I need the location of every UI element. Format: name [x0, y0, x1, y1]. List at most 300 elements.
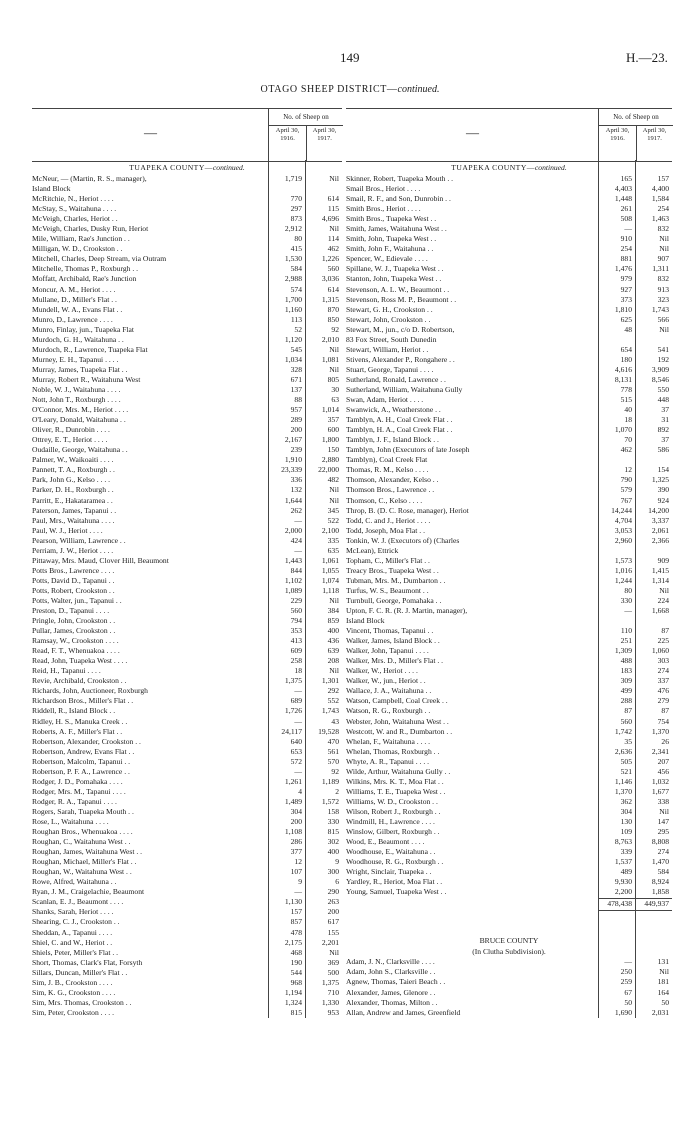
- sheep-1917: 2,061: [651, 525, 669, 535]
- table-row: [346, 355, 672, 365]
- table-row: [346, 345, 672, 355]
- table-row: [32, 254, 342, 264]
- sheep-1916: 508: [620, 214, 632, 224]
- sheep-1917: 436: [327, 636, 339, 646]
- owner-name: Tamblyn, H. A., Coal Creek Flat . .: [346, 425, 453, 435]
- owner-name: Munro, D., Lawrence . . . .: [32, 314, 113, 324]
- table-row: [346, 385, 672, 395]
- owner-name: Robertson, Alexander, Crookston . .: [32, 736, 141, 746]
- sheep-1917: 1,463: [651, 214, 669, 224]
- table-row: [346, 576, 672, 586]
- table-row: [346, 626, 672, 636]
- sheep-1916: 609: [290, 646, 302, 656]
- table-row: [32, 827, 342, 837]
- sheep-1917: 274: [657, 666, 669, 676]
- sheep-1917: 2,366: [651, 535, 669, 545]
- sheep-1916: —: [294, 515, 302, 525]
- sheep-1917: 8,924: [651, 877, 669, 887]
- owner-name: Potts, Walter, jun., Tapanui . .: [32, 595, 122, 605]
- owner-name: Topham, C., Miller's Flat . .: [346, 555, 430, 565]
- page-title: [0, 84, 700, 95]
- sheep-1917: 541: [657, 344, 669, 354]
- owner-name: Ramsay, W., Crookston . . . .: [32, 636, 119, 646]
- sheep-1916: 113: [290, 314, 302, 324]
- owner-name: Whelan, Thomas, Roxburgh . .: [346, 746, 440, 756]
- owner-name: Nott, John T., Roxburgh . . . .: [32, 395, 121, 405]
- sheep-1916: 1,120: [284, 334, 302, 344]
- table-row: [346, 435, 672, 445]
- sheep-1916: 1,370: [614, 786, 632, 796]
- owner-name: Walker, John, Tapanui . . . .: [346, 646, 429, 656]
- sheep-1916: 873: [290, 214, 302, 224]
- sheep-1916: 48: [624, 324, 632, 334]
- sheep-1916: —: [294, 545, 302, 555]
- section-gap: [346, 911, 672, 935]
- table-row: [32, 445, 342, 455]
- table-row: [32, 234, 342, 244]
- table-row: [32, 194, 342, 204]
- sheep-1916: 968: [290, 977, 302, 987]
- sheep-1917: 1,584: [651, 194, 669, 204]
- sheep-1917: Nil: [329, 666, 339, 676]
- year-line: April 30,: [275, 127, 300, 134]
- owner-name: Rodger, R. A., Tapanui . . . .: [32, 796, 117, 806]
- table-row: [346, 496, 672, 506]
- sheep-1916: —: [294, 887, 302, 897]
- sheep-1916: 190: [290, 957, 302, 967]
- sheep-1917: 302: [327, 837, 339, 847]
- sheep-1916: 815: [290, 1007, 302, 1017]
- sheep-1917: 1,014: [321, 405, 339, 415]
- right-table: [346, 108, 672, 1018]
- table-row: [32, 887, 342, 897]
- owner-name: O'Connor, Mrs. M., Heriot . . . .: [32, 405, 129, 415]
- sheep-1916: 12: [624, 465, 632, 475]
- owner-name: Mitchelle, Thomas P., Roxburgh . .: [32, 264, 139, 274]
- sheep-1916: 2,912: [284, 224, 302, 234]
- table-row: [32, 385, 342, 395]
- owner-name: Milligan, W. D., Crookston . .: [32, 244, 123, 254]
- sheep-1916: 286: [290, 837, 302, 847]
- sheep-1917: 154: [657, 465, 669, 475]
- table-row: [32, 696, 342, 706]
- table-row: [32, 325, 342, 335]
- sheep-1916: 574: [290, 284, 302, 294]
- sheep-1917: 1,311: [652, 264, 669, 274]
- owner-name: Smith, James, Waitahuna West . .: [346, 224, 447, 234]
- sheep-1917: 456: [657, 766, 669, 776]
- sheep-1917: 448: [657, 395, 669, 405]
- sheep-1917: 192: [657, 354, 669, 364]
- sheep-1916: 1,742: [614, 726, 632, 736]
- table-row: [346, 234, 672, 244]
- owner-name: McNeur, — (Martin, R. S., manager),: [32, 174, 147, 183]
- owner-name: Sim, Peter, Crookston . . . .: [32, 1007, 114, 1017]
- owner-name: Smith, John, Tuapeka West . .: [346, 234, 437, 244]
- owner-name: Walker, W., Heriot . . . .: [346, 666, 418, 676]
- table-row: [32, 264, 342, 274]
- page-code: H.—23.: [626, 50, 668, 65]
- sheep-1916: 18: [294, 666, 302, 676]
- table-row: [346, 867, 672, 877]
- owner-name: Spencer, W., Edievale . . . .: [346, 254, 428, 264]
- table-row: [346, 616, 672, 626]
- sheep-1917: 337: [657, 676, 669, 686]
- owner-name: Island Block: [32, 184, 71, 194]
- table-row: [346, 837, 672, 847]
- table-row: [32, 817, 342, 827]
- sheep-1917: 2,341: [651, 746, 669, 756]
- sheep-1916: 1,324: [284, 997, 302, 1007]
- sheep-1916: 1,644: [284, 495, 302, 505]
- owner-name: Stewart, M., jun., c/o D. Robertson,: [346, 324, 455, 334]
- table-row: [32, 646, 342, 656]
- owner-name: Pullar, James, Crookston . .: [32, 626, 116, 636]
- owner-name: Upton, F. C. R. (R. J. Martin, manager),: [346, 606, 468, 616]
- table-row: [346, 315, 672, 325]
- sheep-1917: 614: [327, 194, 339, 204]
- owner-name: Tubman, Mrs. M., Dumbarton . .: [346, 575, 446, 585]
- table-row: [346, 676, 672, 686]
- sheep-1917: 263: [327, 897, 339, 907]
- table-row: [346, 475, 672, 485]
- sheep-1917: 279: [657, 696, 669, 706]
- table-row: [32, 998, 342, 1008]
- table-row: [346, 636, 672, 646]
- sheep-1917: 400: [327, 626, 339, 636]
- owner-name: McVeigh, Charles, Dusky Run, Heriot: [32, 224, 149, 234]
- sheep-1917: 909: [657, 555, 669, 565]
- sheep-1917: 850: [327, 314, 339, 324]
- owner-name: Windmill, H., Lawrence . . . .: [346, 817, 435, 826]
- table-body: [32, 162, 342, 1018]
- table-row: [346, 747, 672, 757]
- table-row: [346, 184, 672, 194]
- owner-name: Rowe, Alfred, Waitahuna . .: [32, 877, 117, 887]
- owner-name: Adam, John S., Clarksville . .: [346, 967, 436, 977]
- sheep-1917: 462: [327, 244, 339, 254]
- sheep-1916: 353: [290, 626, 302, 636]
- owner-name: Tamblyn, A. H., Coal Creek Flat . .: [346, 415, 453, 425]
- sheep-1917: 330: [327, 817, 339, 826]
- owner-name: Mile, William, Rae's Junction . .: [32, 234, 130, 244]
- owner-name: Whelan, F., Waitahuna . . . .: [346, 736, 431, 746]
- sheep-1917: 87: [661, 706, 669, 716]
- sheep-1916: 671: [290, 374, 302, 384]
- owner-name: Thomson, C., Kelso . . . .: [346, 495, 423, 505]
- table-row: [32, 807, 342, 817]
- sheep-1916: 4,616: [614, 364, 632, 374]
- owner-name: Read, John, Tuapeka West . . . .: [32, 656, 128, 666]
- table-row: [32, 877, 342, 887]
- sheep-1917: 482: [327, 475, 339, 485]
- owner-name: Parritt, E., Hakataramea . .: [32, 495, 113, 505]
- sheep-1917: 614: [327, 284, 339, 294]
- table-row: [346, 566, 672, 576]
- owner-name: Walker, W., jun., Heriot . .: [346, 676, 426, 686]
- sheep-1916: 488: [620, 656, 632, 666]
- sheep-1916: 304: [620, 806, 632, 816]
- sheep-1916: 2,000: [284, 525, 302, 535]
- sheep-1917: 323: [657, 294, 669, 304]
- table-row: [346, 375, 672, 385]
- table-row: [346, 264, 672, 274]
- table-row: [32, 656, 342, 666]
- sheep-1916: 157: [290, 907, 302, 917]
- sheep-1916: 1,089: [284, 585, 302, 595]
- sheep-1916: 910: [620, 234, 632, 244]
- table-row: [32, 285, 342, 295]
- owner-name: Potts, David D., Tapanui . .: [32, 575, 115, 585]
- owner-name: Rodger, J. D., Pomahaka . . . .: [32, 776, 123, 786]
- year-1917-label: [306, 127, 343, 143]
- owner-name: Sutherland, William, Waitahuna Gully: [346, 384, 463, 394]
- table-row: [32, 867, 342, 877]
- table-row: [346, 787, 672, 797]
- owner-name: Walker, Mrs. D., Miller's Flat . .: [346, 656, 444, 666]
- table-row: [346, 877, 672, 887]
- sheep-1916: 373: [620, 294, 632, 304]
- sheep-1916: 289: [290, 415, 302, 425]
- sheep-1917: 1,415: [651, 565, 669, 575]
- sheep-1916: 183: [620, 666, 632, 676]
- owner-name: Adam, J. N., Clarksville . . . .: [346, 957, 435, 967]
- owner-name: Treacy Bros., Tuapeka West . .: [346, 565, 439, 575]
- table-row: [32, 706, 342, 716]
- column-separator: [306, 125, 307, 161]
- table-row: [346, 516, 672, 526]
- year-line: 1916.: [280, 135, 295, 142]
- sheep-1917: 2,201: [321, 937, 339, 947]
- year-line: 1917.: [647, 135, 662, 142]
- table-row: [346, 706, 672, 716]
- sheep-1916: 309: [620, 676, 632, 686]
- sheep-on-label: No. of Sheep on: [269, 109, 343, 126]
- section-continued: continued.: [534, 163, 567, 172]
- sheep-1916: 1,261: [284, 776, 302, 786]
- table-row: [346, 967, 672, 977]
- sheep-1917: 200: [327, 907, 339, 917]
- sheep-1916: 689: [290, 696, 302, 706]
- sheep-1916: 572: [290, 756, 302, 766]
- table-row: [32, 375, 342, 385]
- header-dash: —: [466, 125, 479, 140]
- owner-name: Mullane, D., Miller's Flat . .: [32, 294, 117, 304]
- owner-name: Roughan Bros., Whenuakoa . . . .: [32, 827, 133, 837]
- owner-name: McVeigh, Charles, Heriot . .: [32, 214, 118, 224]
- table-row: [32, 1008, 342, 1018]
- owner-name: Wilde, Arthur, Waitahuna Gully . .: [346, 766, 451, 776]
- table-row: [32, 968, 342, 978]
- table-row: [32, 676, 342, 686]
- sheep-1917: 754: [657, 716, 669, 726]
- owner-name: Tamblyn, John (Executors of late Joseph: [346, 445, 470, 455]
- sheep-1917: Nil: [659, 806, 669, 816]
- table-row: [32, 526, 342, 536]
- sheep-1917: 560: [327, 264, 339, 274]
- table-row: [346, 174, 672, 184]
- table-row: [32, 335, 342, 345]
- sheep-1917: 1,314: [651, 575, 669, 585]
- table-row: [346, 465, 672, 475]
- table-row: [32, 616, 342, 626]
- table-row: [32, 274, 342, 284]
- sheep-1917: Nil: [659, 585, 669, 595]
- owner-name: Smith Bros., Heriot . . . .: [346, 204, 421, 214]
- owner-name: Pringle, John, Crookston . .: [32, 616, 116, 626]
- owner-name: Tonkin, W. J. (Executors of) (Charles: [346, 535, 460, 545]
- owner-name: Palmer, W., Waikoaiti . . . .: [32, 455, 114, 465]
- table-row: [32, 907, 342, 917]
- owner-name: Wood, E., Beaumont . . . .: [346, 837, 425, 847]
- sheep-count-header: [598, 109, 673, 161]
- owner-name: Swan, Adam, Heriot . . . .: [346, 395, 424, 405]
- sheep-1916: 515: [620, 395, 632, 405]
- owner-name: Tamblyn, J. F., Island Block . .: [346, 435, 439, 445]
- sheep-1917: 953: [327, 1007, 339, 1017]
- table-row: [346, 335, 672, 345]
- owner-name: Pannett, T. A., Roxburgh . .: [32, 465, 115, 475]
- owner-name: Wilkins, Mrs. K. T., Moa Flat . .: [346, 776, 444, 786]
- sheep-1916: —: [624, 606, 632, 616]
- table-row: [32, 928, 342, 938]
- total-1917: 449,937: [644, 899, 669, 909]
- sheep-1917: 390: [657, 485, 669, 495]
- sheep-1917: 158: [327, 806, 339, 816]
- sheep-1917: 1,370: [651, 726, 669, 736]
- owner-name: McRitchie, N., Heriot . . . .: [32, 194, 114, 204]
- owner-name: Wallace, J. A., Waitahuna . .: [346, 686, 432, 696]
- owner-name: Roughan, James, Waitahuna West . .: [32, 847, 143, 857]
- sheep-1916: 521: [620, 766, 632, 776]
- owner-name: Read, F. T., Whenuakoa . . . .: [32, 646, 120, 656]
- sheep-1916: 927: [620, 284, 632, 294]
- owner-name: Pittaway, Mrs. Maud, Clover Hill, Beaumont: [32, 555, 169, 565]
- table-row: [32, 496, 342, 506]
- sheep-1917: 1,118: [322, 585, 339, 595]
- table-row: [32, 958, 342, 968]
- sheep-1916: 1,537: [614, 857, 632, 867]
- year-1916-label: [269, 127, 306, 143]
- table-row: [32, 717, 342, 727]
- sheep-1916: 1,108: [284, 827, 302, 837]
- table-row: [346, 395, 672, 405]
- sheep-1916: 957: [290, 405, 302, 415]
- owner-name: Young, Samuel, Tuapeka West . .: [346, 887, 447, 897]
- sheep-1916: 584: [290, 264, 302, 274]
- sheep-1917: 2,880: [321, 455, 339, 465]
- sheep-1917: 63: [331, 395, 339, 405]
- sheep-1917: 147: [657, 817, 669, 826]
- table-row: [32, 857, 342, 867]
- sheep-1917: 1,081: [321, 354, 339, 364]
- sheep-1917: 150: [327, 445, 339, 455]
- sheep-1917: 335: [327, 535, 339, 545]
- owner-name: Paul, Mrs., Waitahuna . . . .: [32, 515, 115, 525]
- sheep-1917: 1,074: [321, 575, 339, 585]
- sheep-1917: 1,330: [321, 997, 339, 1007]
- table-row: [32, 636, 342, 646]
- owner-name: Winslow, Gilbert, Roxburgh . .: [346, 827, 440, 837]
- sheep-1917: Nil: [659, 234, 669, 244]
- sheep-1916: 9,930: [614, 877, 632, 887]
- sheep-1916: —: [294, 686, 302, 696]
- table-row: [346, 244, 672, 254]
- sheep-1916: 251: [620, 636, 632, 646]
- sheep-1916: —: [294, 766, 302, 776]
- owner-name: Whyte, A. R., Tapanui . . . .: [346, 756, 430, 766]
- sheep-1917: 181: [657, 977, 669, 987]
- sheep-1916: 462: [620, 445, 632, 455]
- table-row: [32, 415, 342, 425]
- sheep-1916: 229: [290, 595, 302, 605]
- table-row: [32, 506, 342, 516]
- owner-name: Short, Thomas, Clark's Flat, Forsyth: [32, 957, 143, 967]
- sheep-1917: 1,055: [321, 565, 339, 575]
- sheep-1916: 778: [620, 384, 632, 394]
- sheep-1917: 400: [327, 847, 339, 857]
- sheep-1916: 413: [290, 636, 302, 646]
- table-row: [32, 214, 342, 224]
- owner-name: Ryan, J. M., Craigelachie, Beaumont: [32, 887, 145, 897]
- owner-name: Stivens, Alexander P., Rongahere . .: [346, 354, 455, 364]
- sheep-1916: 424: [290, 535, 302, 545]
- sheep-1917: 4,400: [651, 184, 669, 194]
- owner-name: Robertson, Malcolm, Tapanui . .: [32, 756, 131, 766]
- page-number: 149: [340, 50, 360, 65]
- sheep-1917: 1,315: [321, 294, 339, 304]
- table-row: [32, 777, 342, 787]
- owner-name: Scanlan, E. J., Beaumont . . . .: [32, 897, 124, 907]
- table-row: [32, 536, 342, 546]
- sheep-1917: 22,000: [318, 465, 339, 475]
- sheep-1916: 544: [290, 967, 302, 977]
- sheep-1916: 80: [294, 234, 302, 244]
- sheep-1916: 857: [290, 917, 302, 927]
- owner-name: Smith Bros., Tuapeka West . .: [346, 214, 437, 224]
- owner-name: Murney, E. H., Tapanui . . . .: [32, 354, 119, 364]
- sheep-1916: 489: [620, 867, 632, 877]
- owner-name: Munro, Finlay, jun., Tuapeka Flat: [32, 324, 135, 334]
- owner-name: Stanton, John, Tuapeka West . .: [346, 274, 442, 284]
- sheep-1917: 8,808: [651, 837, 669, 847]
- sheep-1917: 37: [661, 435, 669, 445]
- owner-name: Thomson, Alexander, Kelso . .: [346, 475, 439, 485]
- table-row: [346, 596, 672, 606]
- sheep-1916: 362: [620, 796, 632, 806]
- table-row: [32, 184, 342, 194]
- section-continued: continued.: [212, 163, 245, 172]
- sheep-1917: 710: [327, 987, 339, 997]
- table-row: [32, 455, 342, 465]
- sheep-1917: 805: [327, 374, 339, 384]
- sheep-1917: 1,743: [651, 304, 669, 314]
- owner-name: McStay, S., Waitahuna . . . .: [32, 204, 117, 214]
- sheep-1916: 545: [290, 344, 302, 354]
- owner-name: Paul, W. J., Heriot . . . .: [32, 525, 103, 535]
- sheep-1917: 303: [657, 656, 669, 666]
- sheep-1917: 3,337: [651, 515, 669, 525]
- sheep-1916: 560: [620, 716, 632, 726]
- sheep-1916: 2,175: [284, 937, 302, 947]
- sheep-1917: 26: [661, 736, 669, 746]
- sheep-1916: 12: [294, 857, 302, 867]
- sheep-1916: 770: [290, 194, 302, 204]
- owner-name: Parker, D. H., Roxburgh . .: [32, 485, 114, 495]
- table-row: [346, 415, 672, 425]
- table-row: [32, 355, 342, 365]
- sheep-1917: 208: [327, 656, 339, 666]
